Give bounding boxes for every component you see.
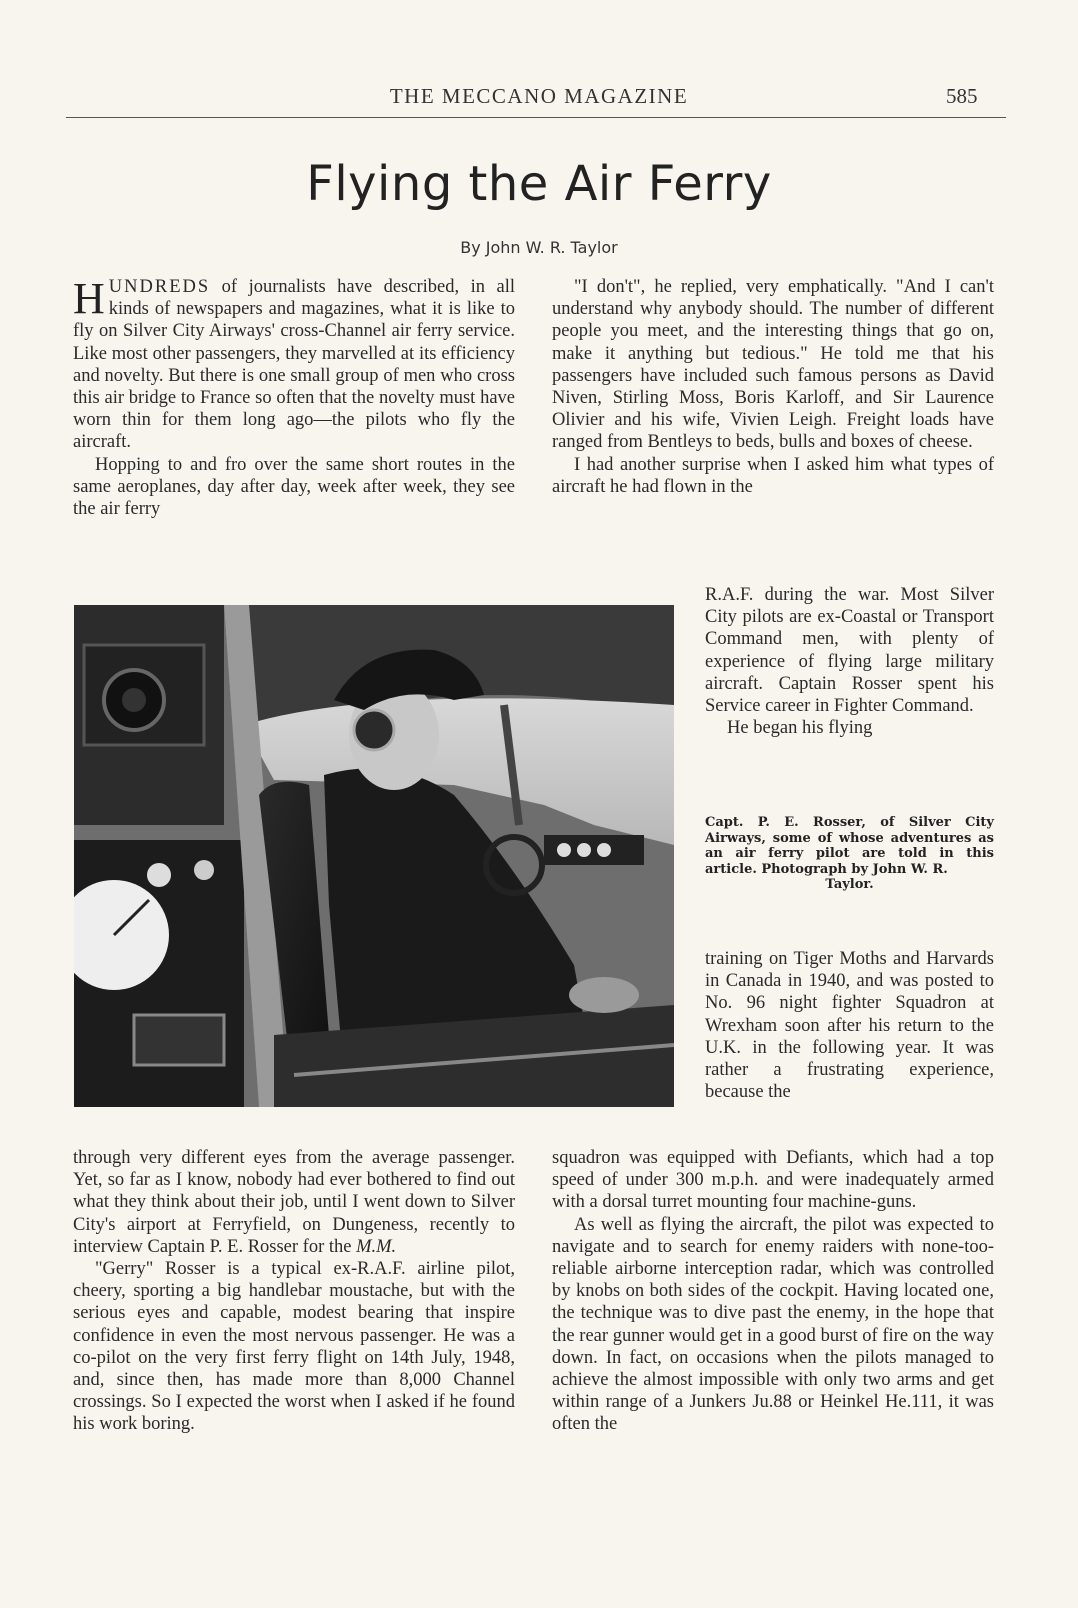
lead-caps: UNDREDS bbox=[108, 277, 211, 297]
column-2-narrow-upper bbox=[705, 584, 994, 739]
paragraph: training on Tiger Moths and Harvards in Canada in 1940, and was posted to No. 96 night fighter Squadron at Wrexham soon after his return to the U.K. in the following year. It was rather a frustrating experience, because the bbox=[705, 949, 994, 1103]
column-2-top bbox=[552, 276, 994, 498]
paragraph-text: of journalists have described, in all kinds of newspapers and magazines, what it is like to fly on Silver City Airways' cross-Channel air ferry service. Like most other passengers, they marvelled at its efficiency and novelty. But there is one small group of men who cross this air bridge to France so often that the novelty must have worn thin for them long ago—the pilots who fly the aircraft. bbox=[73, 277, 515, 453]
magazine-abbrev: M.M. bbox=[356, 1236, 397, 1257]
caption-text: Capt. P. E. Rosser, of Silver City Airways, some of whose adventures as an air ferry pilot are told in this article. Photograph by John W. R. bbox=[705, 815, 994, 877]
column-1-bottom bbox=[73, 1147, 515, 1436]
paragraph: R.A.F. during the war. Most Silver City pilots are ex-Coastal or Transport Command men, with plenty of experience of flying large military aircraft. Captain Rosser spent his Service career in Fighter Command. bbox=[705, 585, 994, 717]
paragraph: "Gerry" Rosser is a typical ex-R.A.F. airline pilot, cheery, sporting a big handlebar moustache, but with the serious eyes and capable, modest bearing that inspire confidence in even the most nervous passenger. He was a co-pilot on the very first ferry flight on 14th July, 1948, and, since then, has made more than 8,000 Channel crossings. So I expected the worst when I asked if he found his work boring. bbox=[73, 1259, 515, 1435]
paragraph bbox=[73, 1147, 515, 1258]
paragraph: He began his flying bbox=[727, 718, 873, 739]
cockpit-photograph bbox=[74, 605, 674, 1107]
paragraph bbox=[73, 276, 515, 454]
paragraph: I had another surprise when I asked him what types of aircraft he had flown in the bbox=[552, 454, 994, 497]
article-byline: By John W. R. Taylor bbox=[460, 238, 618, 257]
paragraph: Hopping to and fro over the same short routes in the same aeroplanes, day after day, week after week, they see the air ferry bbox=[73, 454, 515, 520]
cockpit-photo-illustration bbox=[74, 605, 674, 1107]
paragraph-text: through very different eyes from the average passenger. Yet, so far as I know, nobody had ever bothered to find out what they think about their job, until I went down to Silver City's airport at Ferryfield, on Dungeness, recently to interview Captain P. E. Rosser for the bbox=[73, 1148, 515, 1257]
paragraph: squadron was equipped with Defiants, which had a top speed of under 300 m.p.h. and were inadequately armed with a dorsal turret mounting four machine-guns. bbox=[552, 1148, 994, 1213]
column-2-narrow-lower bbox=[705, 948, 994, 1103]
running-header-title: THE MECCANO MAGAZINE bbox=[389, 84, 689, 108]
page-number: 585 bbox=[946, 84, 978, 108]
drop-cap: H bbox=[73, 274, 105, 323]
paragraph: "I don't", he replied, very emphatically. "And I can't understand why anybody should. The number of different people you meet, and the interesting things that go on, make it anything but tedious." He told me that his passengers have included such famous persons as David Niven, Stirling Moss, Boris Karloff, and Sir Laurence Olivier and his wife, Vivien Leigh. Freight loads have ranged from Bentleys to beds, bulls and boxes of cheese. bbox=[552, 277, 994, 453]
article-title: Flying the Air Ferry bbox=[306, 156, 772, 212]
caption-text-end: Taylor. bbox=[825, 877, 874, 892]
column-1-top bbox=[73, 276, 515, 520]
photo-caption bbox=[705, 815, 994, 893]
header-rule bbox=[66, 117, 1006, 118]
paragraph: As well as flying the aircraft, the pilot was expected to navigate and to search for enemy raiders with none-too-reliable airborne interception radar, which was controlled by knobs on both sides of the cockpit. Having located one, the technique was to dive past the enemy, in the hope that the rear gunner would get in a good burst of fire on the way down. In fact, on occasions when the pilots managed to achieve the almost impossible with only two arms and get within range of a Junkers Ju.88 or Heinkel He.111, it was often the bbox=[552, 1214, 994, 1435]
column-2-bottom bbox=[552, 1147, 994, 1436]
